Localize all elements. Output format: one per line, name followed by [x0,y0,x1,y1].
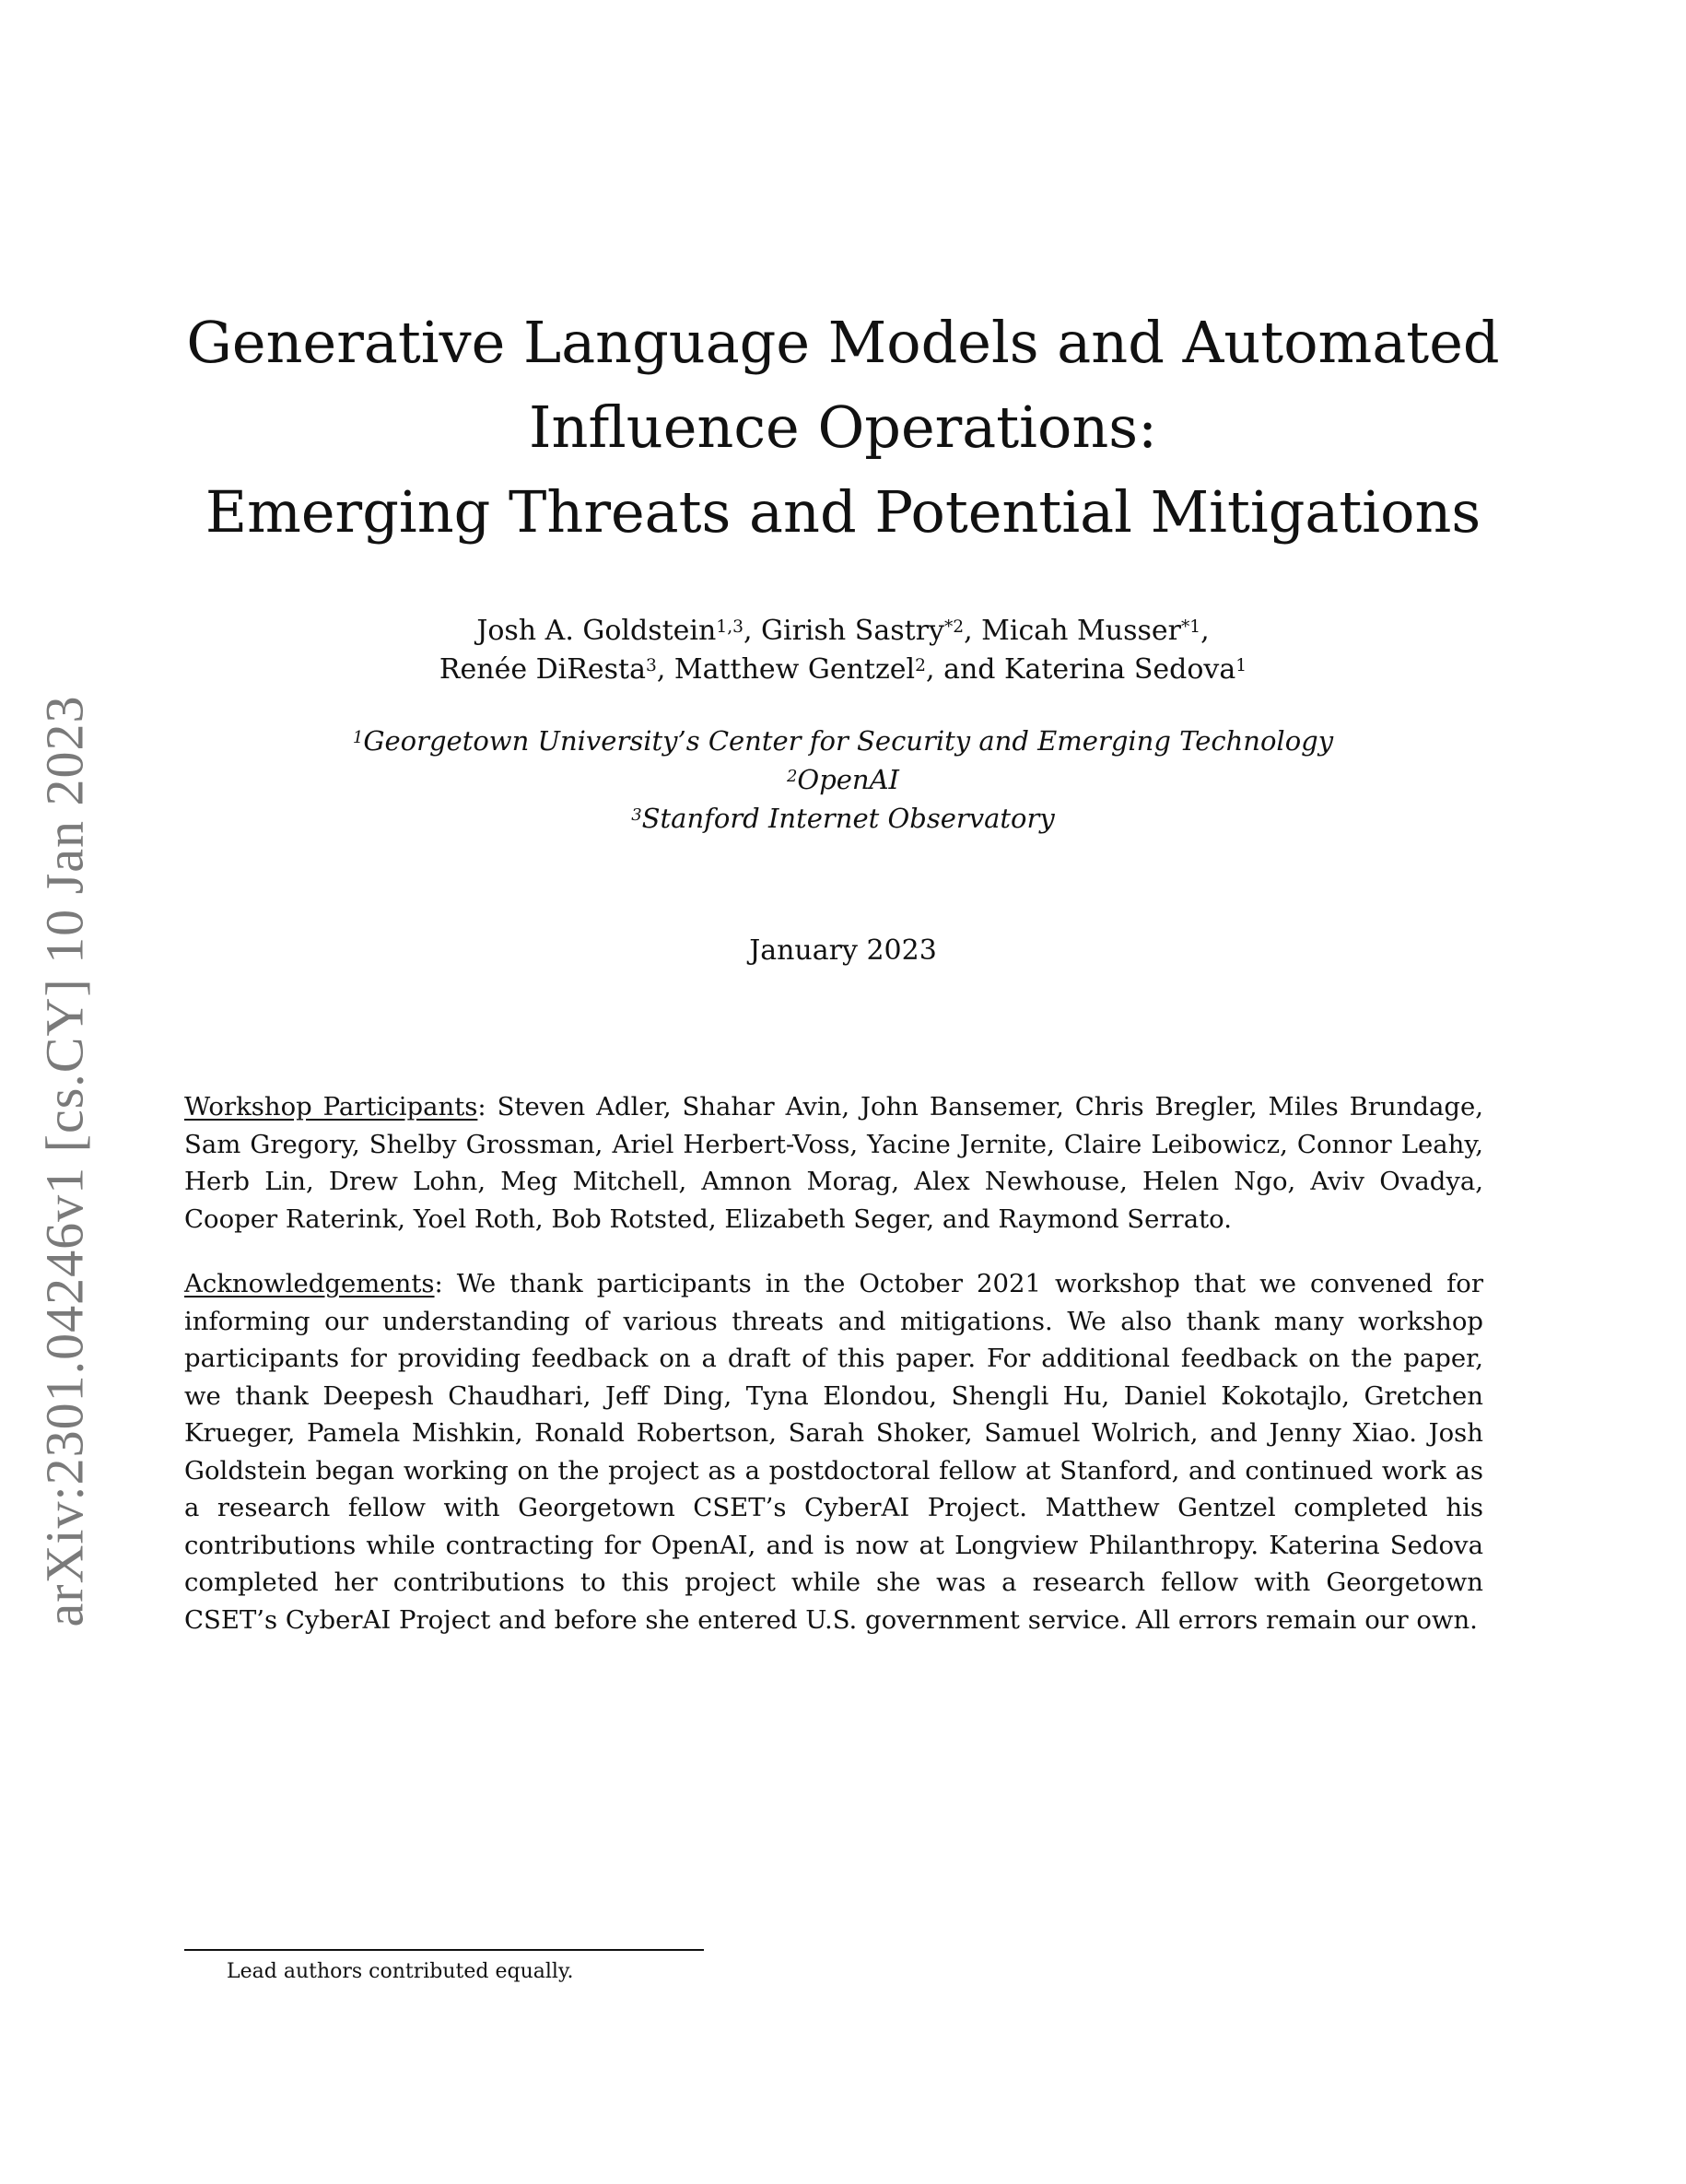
affiliation-number: 2 [786,766,798,786]
author-line-2 [184,651,1502,689]
acknowledgements-label: Acknowledgements [184,1269,435,1298]
title-line-1: Generative Language Models and Automated [186,309,1500,376]
author-affiliation-mark: 1 [1235,655,1247,675]
acknowledgements-paragraph [184,1265,1483,1638]
workshop-participants-paragraph [184,1088,1483,1238]
affiliation-item [184,722,1502,760]
author-separator: , [743,615,762,647]
affiliation-list [184,722,1502,838]
affiliation-name: OpenAI [797,764,899,795]
author-separator: , [1200,615,1210,647]
author-affiliation-mark: 2 [915,655,926,675]
acknowledgements-text: : We thank participants in the October 2021 workshop that we convened for informing our understanding of various threats and mitigations. We also thank many workshop participants for providing feedback on a draft of this paper. For additional feedback on the paper, we thank Deepesh Chaudhari, Jeff Ding, Tyna Elondou, Shengli Hu, Daniel Kokotajlo, Gretchen Krueger, Pamela Mishkin, Ronald Robertson, Sarah Shoker, Samuel Wolrich, and Jenny Xiao. Josh Goldstein began working on the project as a postdoctoral fellow at Stanford, and continued work as a research fellow with Georgetown CSET’s CyberAI Project. Matthew Gentzel completed his contributions while contracting for OpenAI, and is now at Longview Philanthropy. Katerina Sedova completed her contributions to this project while she was a research fellow with Georgetown CSET’s CyberAI Project and before she entered U.S. government service. All errors remain our own. [184,1269,1483,1635]
affiliation-number: 3 [631,804,642,825]
author-affiliation-mark: *1 [1180,616,1201,637]
footnote-divider [184,1949,704,1951]
author-affiliation-mark: 1,3 [716,616,743,637]
affiliation-item [184,760,1502,799]
title-line-3: Emerging Threats and Potential Mitigations [205,478,1481,546]
affiliation-item [184,799,1502,838]
author-line-1 [184,612,1502,651]
author-name: Girish Sastry [761,615,944,647]
author-separator: , [964,615,982,647]
author-affiliation-mark: *2 [943,616,965,637]
author-name: Josh A. Goldstein [476,615,717,647]
author-name: Matthew Gentzel [673,653,916,686]
author-list [184,612,1502,689]
paper-title [138,300,1548,555]
title-line-2: Influence Operations: [529,393,1157,461]
affiliation-number: 1 [352,727,364,747]
author-separator: , [656,653,674,686]
author-name: Micah Musser [981,615,1181,647]
workshop-participants-text: : Steven Adler, Shahar Avin, John Bansemer, Chris Bregler, Miles Brundage, Sam Gregory, Shelby Grossman, Ariel Herbert-Voss, Yacine Jernite, Claire Leibowicz, Connor Leahy, Herb Lin, Drew Lohn, Meg Mitchell, Amnon Morag, Alex Newhouse, Helen Ngo, Aviv Ovadya, Cooper Raterink, Yoel Roth, Bob Rotsted, Elizabeth Seger, and Raymond Serrato. [184,1092,1483,1234]
arxiv-identifier-stamp: arXiv:2301.04246v1 [cs.CY] 10 Jan 2023 [34,695,95,1627]
publication-date: January 2023 [749,934,937,967]
author-name: Renée DiResta [439,653,646,686]
author-affiliation-mark: 3 [645,655,657,675]
author-separator: , and [926,653,1005,686]
workshop-participants-label: Workshop Participants [184,1092,478,1121]
affiliation-name: Stanford Internet Observatory [641,803,1055,834]
footnote: Lead authors contributed equally. [227,1960,574,1983]
affiliation-name: Georgetown University’s Center for Security and Emerging Technology [363,725,1334,757]
author-name: Katerina Sedova [1004,653,1236,686]
